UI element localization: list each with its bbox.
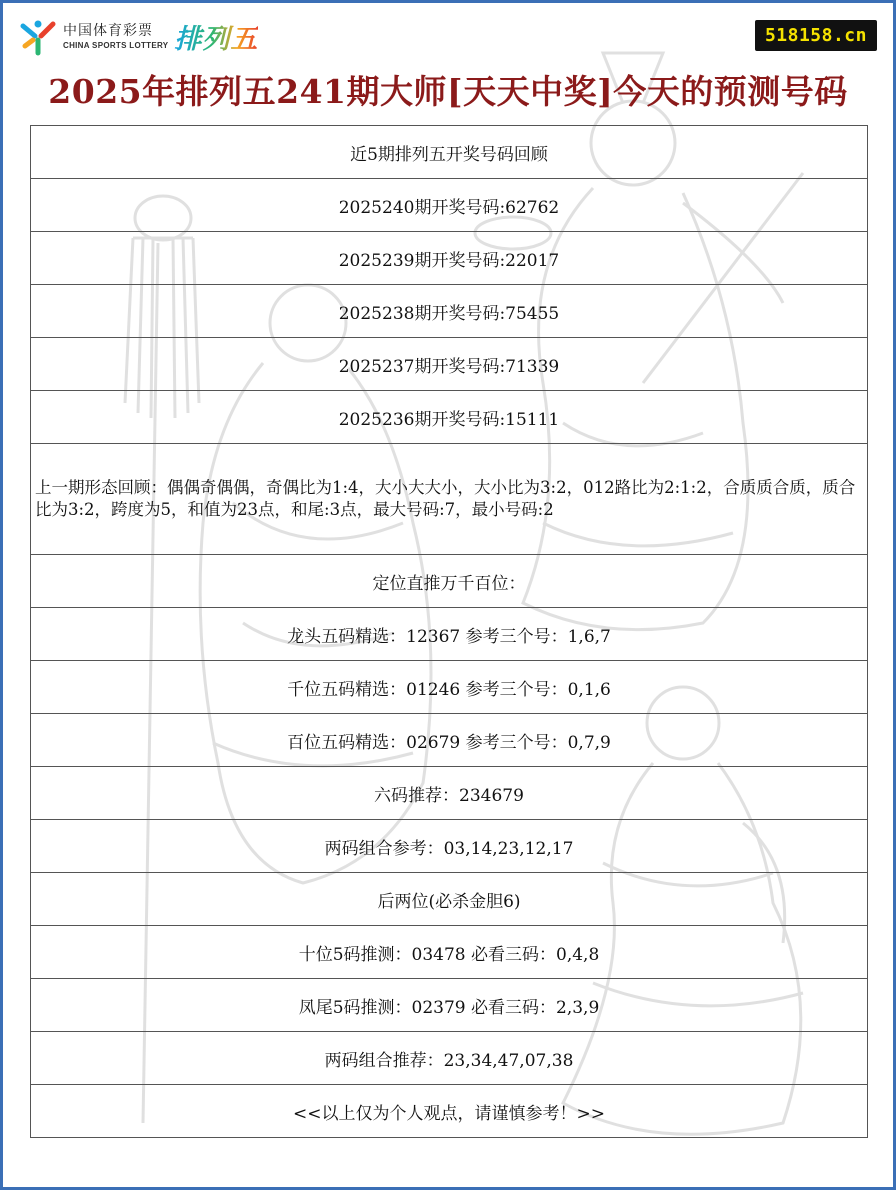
table-cell: 定位直推万千百位： xyxy=(31,555,868,608)
table-row xyxy=(31,714,868,767)
table-cell: 2025237期开奖号码:71339 xyxy=(31,338,868,391)
review-cell: 上一期形态回顾：偶偶奇偶偶，奇偶比为1:4，大小大大小，大小比为3:2，012路比为2:1:2，合质质合质，质合比为3:2，跨度为5，和值为23点，和尾:3点，最大号码:7，最小号码:2 xyxy=(31,444,868,555)
table-cell: 近5期排列五开奖号码回顾 xyxy=(31,126,868,179)
table-row xyxy=(31,820,868,873)
lottery-logo xyxy=(19,17,258,56)
table-cell: 2025239期开奖号码:22017 xyxy=(31,232,868,285)
table-row xyxy=(31,285,868,338)
table-cell: 两码组合推荐：23,34,47,07,38 xyxy=(31,1032,868,1085)
table-row xyxy=(31,338,868,391)
table-cell: 凤尾5码推测：02379 必看三码：2,3,9 xyxy=(31,979,868,1032)
logo-chinese-text: 中国体育彩票 xyxy=(63,22,153,39)
logo-game-name: 排列五 xyxy=(174,17,258,56)
table-cell: 六码推荐：234679 xyxy=(31,767,868,820)
table-cell: 百位五码精选：02679 参考三个号：0,7,9 xyxy=(31,714,868,767)
lottery-logo-icon xyxy=(19,18,57,56)
table-row xyxy=(31,767,868,820)
disclaimer-cell: <<以上仅为个人观点，请谨慎参考！>> xyxy=(31,1085,868,1138)
table-row xyxy=(31,126,868,179)
table-row xyxy=(31,232,868,285)
page-title: 2025年排列五241期大师[天天中奖]今天的预测号码 xyxy=(48,72,848,111)
table-row xyxy=(31,873,868,926)
table-row xyxy=(31,391,868,444)
table-row xyxy=(31,444,868,555)
table-cell: 后两位(必杀金胆6) xyxy=(31,873,868,926)
table-cell: 千位五码精选：01246 参考三个号：0,1,6 xyxy=(31,661,868,714)
table-row xyxy=(31,555,868,608)
table-row xyxy=(31,179,868,232)
table-cell: 两码组合参考：03,14,23,12,17 xyxy=(31,820,868,873)
table-cell: 十位5码推测：03478 必看三码：0,4,8 xyxy=(31,926,868,979)
table-row xyxy=(31,608,868,661)
table-row xyxy=(31,926,868,979)
table-row xyxy=(31,661,868,714)
header xyxy=(3,3,893,61)
table-row xyxy=(31,1032,868,1085)
logo-english-text: CHINA SPORTS LOTTERY xyxy=(63,40,169,50)
table-cell: 2025238期开奖号码:75455 xyxy=(31,285,868,338)
table-cell: 2025240期开奖号码:62762 xyxy=(31,179,868,232)
prediction-table xyxy=(30,125,868,1138)
table-cell: 2025236期开奖号码:15111 xyxy=(31,391,868,444)
table-cell: 龙头五码精选：12367 参考三个号：1,6,7 xyxy=(31,608,868,661)
table-row xyxy=(31,979,868,1032)
table-row xyxy=(31,1085,868,1138)
site-badge: 518158.cn xyxy=(755,20,877,51)
